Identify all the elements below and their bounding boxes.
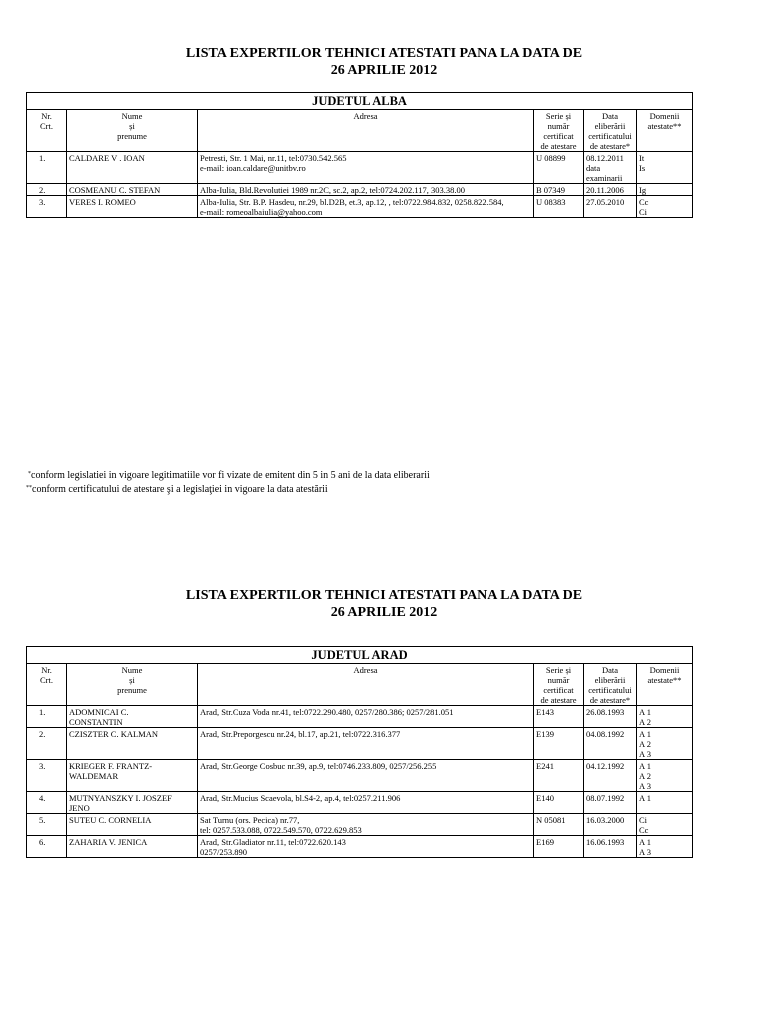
row-date: 08.12.2011 data examinarii (584, 152, 637, 184)
row-nr: 4. (27, 792, 67, 814)
row-nr: 2. (27, 184, 67, 196)
row-serial: E143 (534, 706, 584, 728)
title-line-2: 26 APRILIE 2012 (330, 605, 438, 620)
header-serial: Serie și număr certificat de atestare (534, 664, 584, 706)
row-date: 16.06.1993 (584, 836, 637, 858)
header-serial: Serie și număr certificat de atestare (534, 110, 584, 152)
row-nr: 6. (27, 836, 67, 858)
table-row (27, 196, 693, 218)
row-name: CZISZTER C. KALMAN (67, 728, 198, 760)
row-serial: E139 (534, 728, 584, 760)
row-address: Alba-Iulia, Str. B.P. Hasdeu, nr.29, bl.D2B, et.3, ap.12, , tel:0722.984.832, 0258.822.584, e-mail: romeoalbaiulia@yahoo.com (198, 196, 534, 218)
row-domains: A 1 A 2 (637, 706, 693, 728)
footnote-2-text: conform certificatului de atestare şi a legislaţiei in vigoare la data atestării (32, 484, 328, 495)
table-row (27, 706, 693, 728)
page-title-2 (0, 587, 768, 621)
row-serial: E169 (534, 836, 584, 858)
table-row (27, 814, 693, 836)
row-nr: 2. (27, 728, 67, 760)
row-address: Arad, Str.Preporgescu nr.24, bl.17, ap.21, tel:0722.316.377 (198, 728, 534, 760)
header-domains: Domenii atestate** (637, 664, 693, 706)
table-header-row (27, 664, 693, 706)
title-line-1: LISTA EXPERTILOR TEHNICI ATESTATI PANA LA DATA DE (185, 588, 583, 603)
row-date: 16.03.2000 (584, 814, 637, 836)
row-name: COSMEANU C. STEFAN (67, 184, 198, 196)
row-nr: 5. (27, 814, 67, 836)
row-serial: N 05081 (534, 814, 584, 836)
row-serial: E241 (534, 760, 584, 792)
row-nr: 3. (27, 760, 67, 792)
row-address: Arad, Str.Gladiator nr.11, tel:0722.620.143 0257/253.890 (198, 836, 534, 858)
row-domains: A 1 A 2 A 3 (637, 760, 693, 792)
row-name: MUTNYANSZKY I. JOSZEF JENO (67, 792, 198, 814)
footnote-2-mark: ** (26, 485, 32, 491)
experts-table-alba (26, 92, 693, 218)
row-domains: A 1 A 2 A 3 (637, 728, 693, 760)
table-header-row (27, 110, 693, 152)
header-address: Adresa (198, 110, 534, 152)
row-domains: A 1 (637, 792, 693, 814)
footnote-1-text: conform legislatiei in vigoare legitimatiile vor fi vizate de emitent din 5 in 5 ani de la data eliberarii (31, 470, 430, 481)
header-date: Data eliberării certificatului de atestare* (584, 664, 637, 706)
table-row (27, 184, 693, 196)
row-date: 20.11.2006 (584, 184, 637, 196)
header-date: Data eliberării certificatului de atestare* (584, 110, 637, 152)
row-domains: Cc Ci (637, 196, 693, 218)
row-nr: 3. (27, 196, 67, 218)
row-date: 27.05.2010 (584, 196, 637, 218)
row-nr: 1. (27, 706, 67, 728)
table-row (27, 760, 693, 792)
table-row (27, 836, 693, 858)
row-name: ADOMNICAI C. CONSTANTIN (67, 706, 198, 728)
row-serial: B 07349 (534, 184, 584, 196)
row-address: Alba-Iulia, Bld.Revolutiei 1989 nr.2C, sc.2, ap.2, tel:0724.202.117, 303.38.00 (198, 184, 534, 196)
row-domains: Ig (637, 184, 693, 196)
title-line-2: 26 APRILIE 2012 (330, 63, 438, 78)
experts-table-arad (26, 646, 693, 858)
row-nr: 1. (27, 152, 67, 184)
header-domains: Domenii atestate** (637, 110, 693, 152)
row-serial: U 08383 (534, 196, 584, 218)
footnote-1-mark: * (28, 471, 31, 477)
county-heading: JUDETUL ARAD (27, 647, 693, 664)
row-address: Sat Turnu (ors. Pecica) nr.77, tel: 0257.533.088, 0722.549.570, 0722.629.853 (198, 814, 534, 836)
table-row (27, 792, 693, 814)
table-row (27, 152, 693, 184)
row-domains: It Is (637, 152, 693, 184)
table-row (27, 728, 693, 760)
row-date: 04.08.1992 (584, 728, 637, 760)
row-name: SUTEU C. CORNELIA (67, 814, 198, 836)
row-address: Arad, Str.Cuza Voda nr.41, tel:0722.290.480, 0257/280.386; 0257/281.051 (198, 706, 534, 728)
footnote-1 (28, 470, 430, 482)
row-address: Arad, Str.George Cosbuc nr.39, ap.9, tel:0746.233.809, 0257/256.255 (198, 760, 534, 792)
header-address: Adresa (198, 664, 534, 706)
header-nr: Nr. Crt. (27, 110, 67, 152)
header-name: Nume și prenume (67, 664, 198, 706)
row-name: KRIEGER F. FRANTZ- WALDEMAR (67, 760, 198, 792)
row-date: 08.07.1992 (584, 792, 637, 814)
row-name: VERES I. ROMEO (67, 196, 198, 218)
footnote-2 (26, 484, 328, 496)
header-nr: Nr. Crt. (27, 664, 67, 706)
row-domains: Ci Cc (637, 814, 693, 836)
row-date: 04.12.1992 (584, 760, 637, 792)
row-address: Petresti, Str. 1 Mai, nr.11, tel:0730.542.565 e-mail: ioan.caldare@unitbv.ro (198, 152, 534, 184)
page-title-1 (0, 45, 768, 79)
row-name: CALDARE V . IOAN (67, 152, 198, 184)
row-name: ZAHARIA V. JENICA (67, 836, 198, 858)
row-address: Arad, Str.Mucius Scaevola, bl.S4-2, ap.4, tel:0257.211.906 (198, 792, 534, 814)
row-date: 26.08.1993 (584, 706, 637, 728)
title-line-1: LISTA EXPERTILOR TEHNICI ATESTATI PANA LA DATA DE (185, 46, 583, 61)
row-serial: U 08899 (534, 152, 584, 184)
row-domains: A 1 A 3 (637, 836, 693, 858)
row-serial: E140 (534, 792, 584, 814)
county-heading: JUDETUL ALBA (27, 93, 693, 110)
header-name: Nume și prenume (67, 110, 198, 152)
